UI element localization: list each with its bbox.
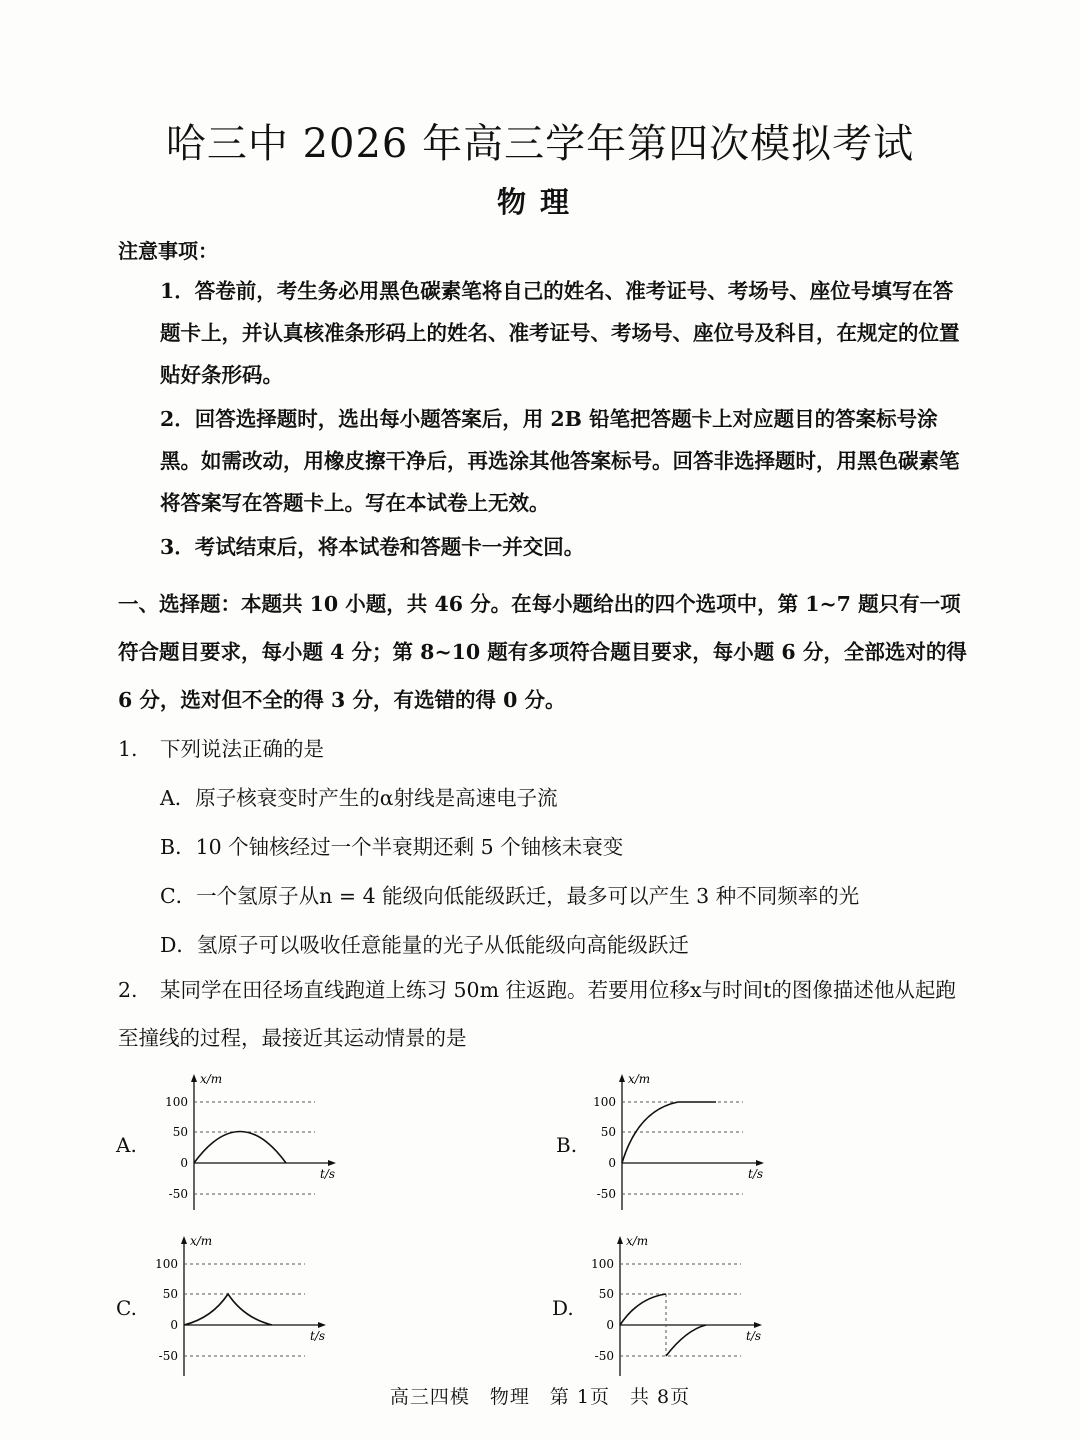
question-1-stem [118, 732, 324, 762]
graph-b [588, 1070, 788, 1220]
q1-option-d: D．氢原子可以吸收任意能量的光子从低能级向高能级跃迁 [160, 933, 689, 957]
graph-d-curve-upper [620, 1294, 666, 1325]
tick-100: 100 [593, 1095, 616, 1109]
y-axis-arrow-icon [181, 1236, 187, 1244]
x-axis-label: t/s [310, 1329, 326, 1343]
tick-0: 0 [170, 1318, 178, 1332]
tick-0: 0 [606, 1318, 614, 1332]
tick-minus-50: -50 [158, 1349, 178, 1363]
tick-50: 50 [172, 1125, 188, 1139]
graph-d-label: D. [552, 1296, 574, 1320]
x-axis-arrow-icon [756, 1160, 764, 1166]
x-axis-arrow-icon [328, 1160, 336, 1166]
tick-100: 100 [591, 1257, 614, 1271]
exam-title: 哈三中 2026 年高三学年第四次模拟考试 [165, 121, 915, 167]
tick-0: 0 [180, 1156, 188, 1170]
q1-option-c: C．一个氢原子从n = 4 能级向低能级跃迁，最多可以产生 3 种不同频率的光 [160, 884, 860, 908]
question-1-number: 1. [118, 737, 138, 761]
notice-item-3 [118, 526, 968, 568]
notice-heading: 注意事项： [118, 239, 218, 263]
question-2-text: 某同学在田径场直线跑道上练习 50m 往返跑。若要用位移x与时间t的图像描述他从起跑至撞线的过程，最接近其运动情景的是 [118, 978, 956, 1050]
y-axis-arrow-icon [617, 1236, 623, 1244]
section-1-instructions: 一、选择题：本题共 10 小题，共 46 分。在每小题给出的四个选项中，第 1~7 题只有一项符合题目要求，每小题 4 分；第 8~10 题有多项符合题目要求，每小题 6 分，全部选对的得 6 分，选对但不全的得 3 分，有选错的得 0 分。 [118, 592, 967, 712]
y-axis-label: x/m [190, 1234, 213, 1248]
graph-c-label: C. [116, 1296, 137, 1320]
graph-a-curve [194, 1132, 286, 1164]
notice-item-2 [118, 398, 968, 524]
question-2-number: 2. [118, 978, 138, 1002]
tick-minus-50: -50 [594, 1349, 614, 1363]
graph-c [150, 1232, 350, 1382]
question-1-text: 下列说法正确的是 [160, 737, 324, 761]
notice-item-1 [118, 270, 968, 396]
tick-minus-50: -50 [168, 1187, 188, 1201]
graph-b-label: B. [556, 1133, 578, 1157]
notice-item-1-text: 1．答卷前，考生务必用黑色碳素笔将自己的姓名、准考证号、考场号、座位号填写在答题卡上，并认真核准条形码上的姓名、准考证号、考场号、座位号及科目，在规定的位置贴好条形码。 [160, 279, 960, 387]
tick-50: 50 [162, 1287, 178, 1301]
y-axis-arrow-icon [619, 1074, 625, 1082]
q1-option-a: A．原子核衰变时产生的α射线是高速电子流 [160, 786, 558, 810]
y-axis-label: x/m [200, 1072, 223, 1086]
graph-a [160, 1070, 360, 1220]
tick-100: 100 [155, 1257, 178, 1271]
graph-c-curve [184, 1294, 272, 1325]
question-2-stem [118, 966, 968, 1062]
y-axis-arrow-icon [191, 1074, 197, 1082]
x-axis-label: t/s [320, 1167, 336, 1181]
x-axis-label: t/s [746, 1329, 762, 1343]
tick-100: 100 [165, 1095, 188, 1109]
x-axis-arrow-icon [318, 1322, 326, 1328]
graph-a-label: A. [116, 1133, 137, 1157]
notice-item-3-text: 3．考试结束后，将本试卷和答题卡一并交回。 [160, 535, 585, 559]
tick-minus-50: -50 [596, 1187, 616, 1201]
page-footer: 高三四模 物理 第 1页 共 8页 [389, 1386, 691, 1408]
y-axis-label: x/m [626, 1234, 649, 1248]
graph-d [586, 1232, 786, 1382]
subject-title: 物理 [496, 185, 583, 219]
tick-0: 0 [608, 1156, 616, 1170]
x-axis-label: t/s [748, 1167, 764, 1181]
tick-50: 50 [600, 1125, 616, 1139]
x-axis-arrow-icon [754, 1322, 762, 1328]
tick-50: 50 [598, 1287, 614, 1301]
y-axis-label: x/m [628, 1072, 651, 1086]
notice-item-2-text: 2．回答选择题时，选出每小题答案后，用 2B 铅笔把答题卡上对应题目的答案标号涂黑。如需改动，用橡皮擦干净后，再选涂其他答案标号。回答非选择题时，用黑色碳素笔将答案写在答题卡上。写在本试卷上无效。 [160, 407, 960, 515]
graph-d-curve-lower [666, 1325, 706, 1356]
q1-option-b: B．10 个铀核经过一个半衰期还剩 5 个铀核未衰变 [160, 835, 624, 859]
